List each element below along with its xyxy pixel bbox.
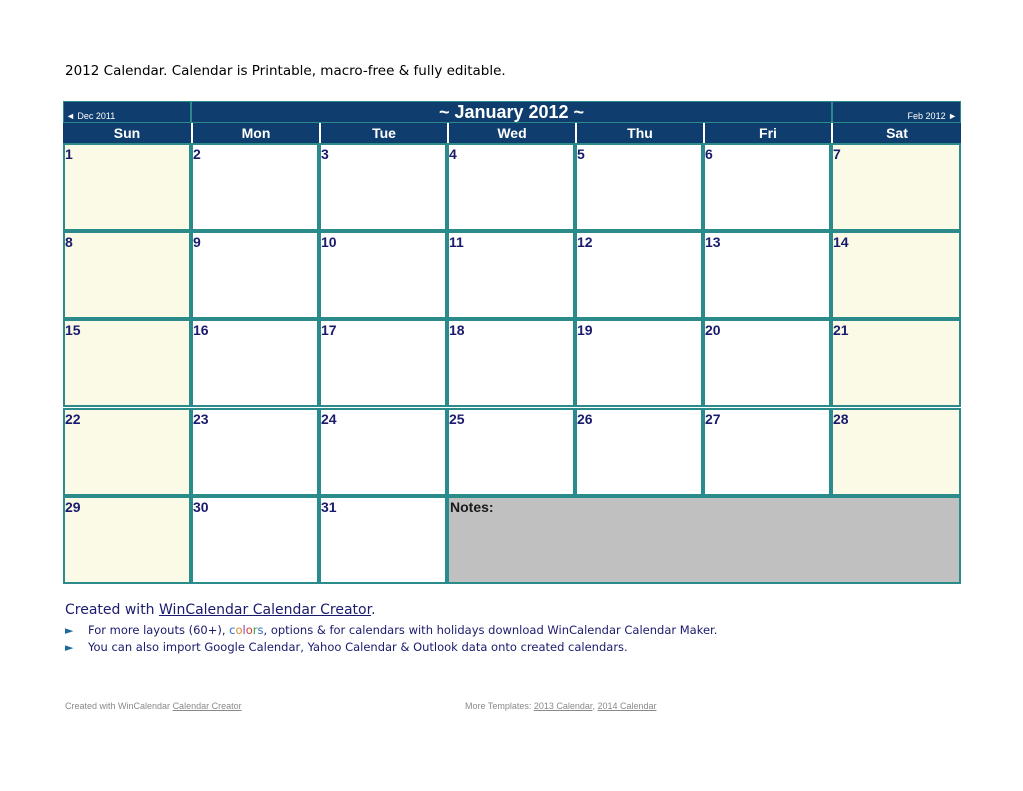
colors-letter: l	[242, 623, 246, 637]
created-prefix: Created with	[65, 602, 160, 618]
day-number: 7	[833, 146, 841, 162]
weekday-header-wed: Wed	[447, 123, 575, 143]
weekday-header-fri: Fri	[703, 123, 831, 143]
footer-left	[65, 701, 242, 711]
colors-letter: o	[245, 623, 253, 637]
day-number: 15	[65, 322, 81, 338]
day-number: 28	[833, 411, 849, 427]
day-number: 2	[193, 146, 201, 162]
day-number: 13	[705, 234, 721, 250]
day-number: 14	[833, 234, 849, 250]
day-cell[interactable]	[831, 319, 961, 407]
day-number: 31	[321, 499, 337, 515]
day-cell[interactable]	[575, 231, 703, 319]
bullet-arrow-icon: ►	[65, 641, 74, 654]
day-cell[interactable]	[575, 319, 703, 407]
day-cell[interactable]	[703, 231, 831, 319]
bullet-layouts	[65, 623, 717, 637]
day-number: 4	[449, 146, 457, 162]
footer-left-prefix: Created with WinCalendar	[65, 701, 173, 711]
day-number: 29	[65, 499, 81, 515]
calendar-2014-link[interactable]: 2014 Calendar	[597, 701, 657, 711]
prev-month-label[interactable]: ◄ Dec 2011	[66, 111, 116, 121]
day-number: 5	[577, 146, 585, 162]
weekday-header-sun: Sun	[63, 123, 191, 143]
day-number: 22	[65, 411, 81, 427]
day-cell[interactable]	[447, 143, 575, 231]
day-cell[interactable]	[63, 143, 191, 231]
calendar-grid	[63, 143, 961, 584]
created-with-line	[65, 602, 376, 618]
bullet1-post: , options & for calendars with holidays download WinCalendar Calendar Maker.	[263, 623, 718, 637]
day-cell[interactable]	[703, 143, 831, 231]
day-number: 30	[193, 499, 209, 515]
day-cell[interactable]	[447, 231, 575, 319]
colors-letter: o	[235, 623, 243, 637]
day-cell[interactable]	[447, 408, 575, 496]
bullet-arrow-icon: ►	[65, 624, 74, 637]
day-cell[interactable]	[703, 408, 831, 496]
colors-letter: s	[257, 623, 264, 637]
day-number: 8	[65, 234, 73, 250]
day-number: 20	[705, 322, 721, 338]
footer-right-sep: ,	[592, 701, 598, 711]
day-cell[interactable]	[319, 319, 447, 407]
page-header-text: 2012 Calendar. Calendar is Printable, macro-free & fully editable.	[65, 63, 506, 79]
next-month-link[interactable]	[832, 101, 961, 123]
bullet-import	[65, 640, 628, 654]
day-cell[interactable]	[191, 319, 319, 407]
weekday-header-row	[63, 123, 961, 143]
day-number: 21	[833, 322, 849, 338]
created-suffix: .	[371, 602, 376, 618]
day-cell[interactable]	[703, 319, 831, 407]
wincalendar-creator-link[interactable]: WinCalendar Calendar Creator	[159, 602, 372, 618]
day-cell[interactable]	[63, 319, 191, 407]
day-number: 27	[705, 411, 721, 427]
calendar-title-row	[63, 101, 961, 123]
colors-letter: r	[252, 623, 258, 637]
day-number: 23	[193, 411, 209, 427]
calendar	[63, 101, 961, 584]
month-title: ~ January 2012 ~	[191, 101, 832, 123]
day-cell[interactable]	[447, 319, 575, 407]
day-number: 9	[193, 234, 201, 250]
notes-label: Notes:	[450, 499, 494, 515]
footer-right	[465, 701, 657, 711]
day-cell[interactable]	[191, 408, 319, 496]
day-number: 3	[321, 146, 329, 162]
day-number: 12	[577, 234, 593, 250]
day-cell[interactable]	[319, 143, 447, 231]
day-number: 18	[449, 322, 465, 338]
bullet2-text: You can also import Google Calendar, Yahoo Calendar & Outlook data onto created calendars.	[88, 640, 628, 654]
day-cell[interactable]	[831, 143, 961, 231]
footer-right-prefix: More Templates:	[465, 701, 534, 711]
weekday-header-thu: Thu	[575, 123, 703, 143]
next-month-label[interactable]: Feb 2012 ►	[907, 111, 957, 121]
day-cell[interactable]	[63, 496, 191, 584]
day-number: 26	[577, 411, 593, 427]
weekday-header-sat: Sat	[831, 123, 961, 143]
calendar-2013-link[interactable]: 2013 Calendar	[533, 701, 593, 711]
day-number: 17	[321, 322, 337, 338]
day-cell[interactable]	[575, 143, 703, 231]
day-cell[interactable]	[319, 496, 447, 584]
day-cell[interactable]	[63, 408, 191, 496]
day-cell[interactable]	[831, 408, 961, 496]
weekday-header-mon: Mon	[191, 123, 319, 143]
day-cell[interactable]	[319, 408, 447, 496]
day-cell[interactable]	[191, 231, 319, 319]
day-number: 25	[449, 411, 465, 427]
day-number: 6	[705, 146, 713, 162]
prev-month-link[interactable]	[63, 101, 191, 123]
day-number: 11	[449, 234, 464, 250]
colors-letter: c	[229, 623, 236, 637]
calendar-creator-link[interactable]: Calendar Creator	[172, 701, 242, 711]
day-cell[interactable]	[191, 496, 319, 584]
bullet1-pre: For more layouts (60+),	[88, 623, 230, 637]
day-number: 24	[321, 411, 337, 427]
notes-area[interactable]	[447, 496, 961, 584]
day-cell[interactable]	[575, 408, 703, 496]
day-cell[interactable]	[319, 231, 447, 319]
day-number: 1	[65, 146, 73, 162]
day-cell[interactable]	[831, 231, 961, 319]
day-number: 16	[193, 322, 209, 338]
weekday-header-tue: Tue	[319, 123, 447, 143]
day-cell[interactable]	[63, 231, 191, 319]
day-number: 19	[577, 322, 593, 338]
day-cell[interactable]	[191, 143, 319, 231]
day-number: 10	[321, 234, 337, 250]
